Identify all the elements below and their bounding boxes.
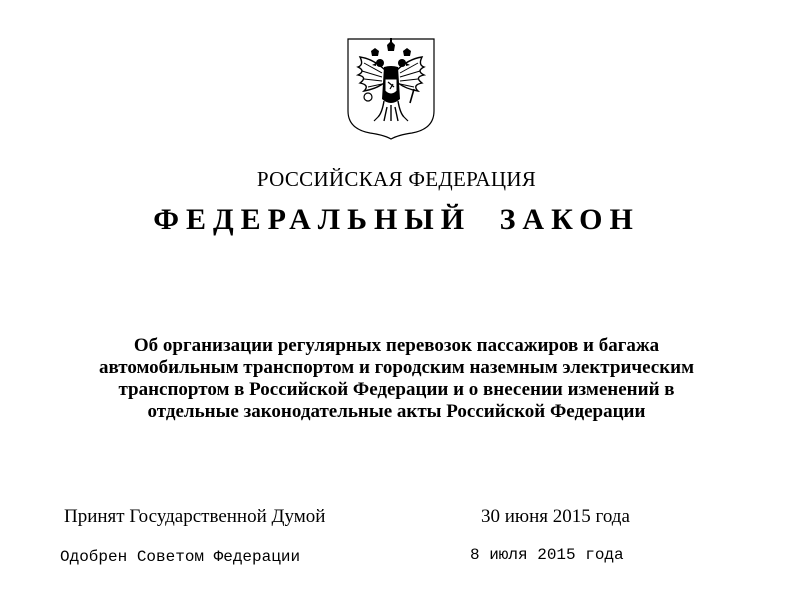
adopted-date: 30 июня 2015 года (481, 506, 630, 527)
law-title-line: отдельные законодательные акты Российской Федерации (147, 401, 646, 422)
country-name: РОССИЙСКАЯ ФЕДЕРАЦИЯ (256, 167, 537, 191)
law-title-line: Об организации регулярных перевозок пассажиров и багажа (133, 335, 660, 356)
approved-date: 8 июля 2015 года (470, 546, 624, 564)
russian-coat-of-arms-icon (346, 37, 436, 141)
law-title (40, 335, 753, 423)
law-title-line: автомобильным транспортом и городским наземным электрическим (98, 357, 695, 378)
adopted-by-duma-label: Принят Государственной Думой (64, 506, 326, 527)
law-title-line: транспортом в Российской Федерации и о внесении изменений в (118, 379, 675, 400)
approved-by-council-label: Одобрен Советом Федерации (60, 548, 301, 566)
document-type: ФЕДЕРАЛЬНЫЙ ЗАКОН (153, 203, 640, 236)
